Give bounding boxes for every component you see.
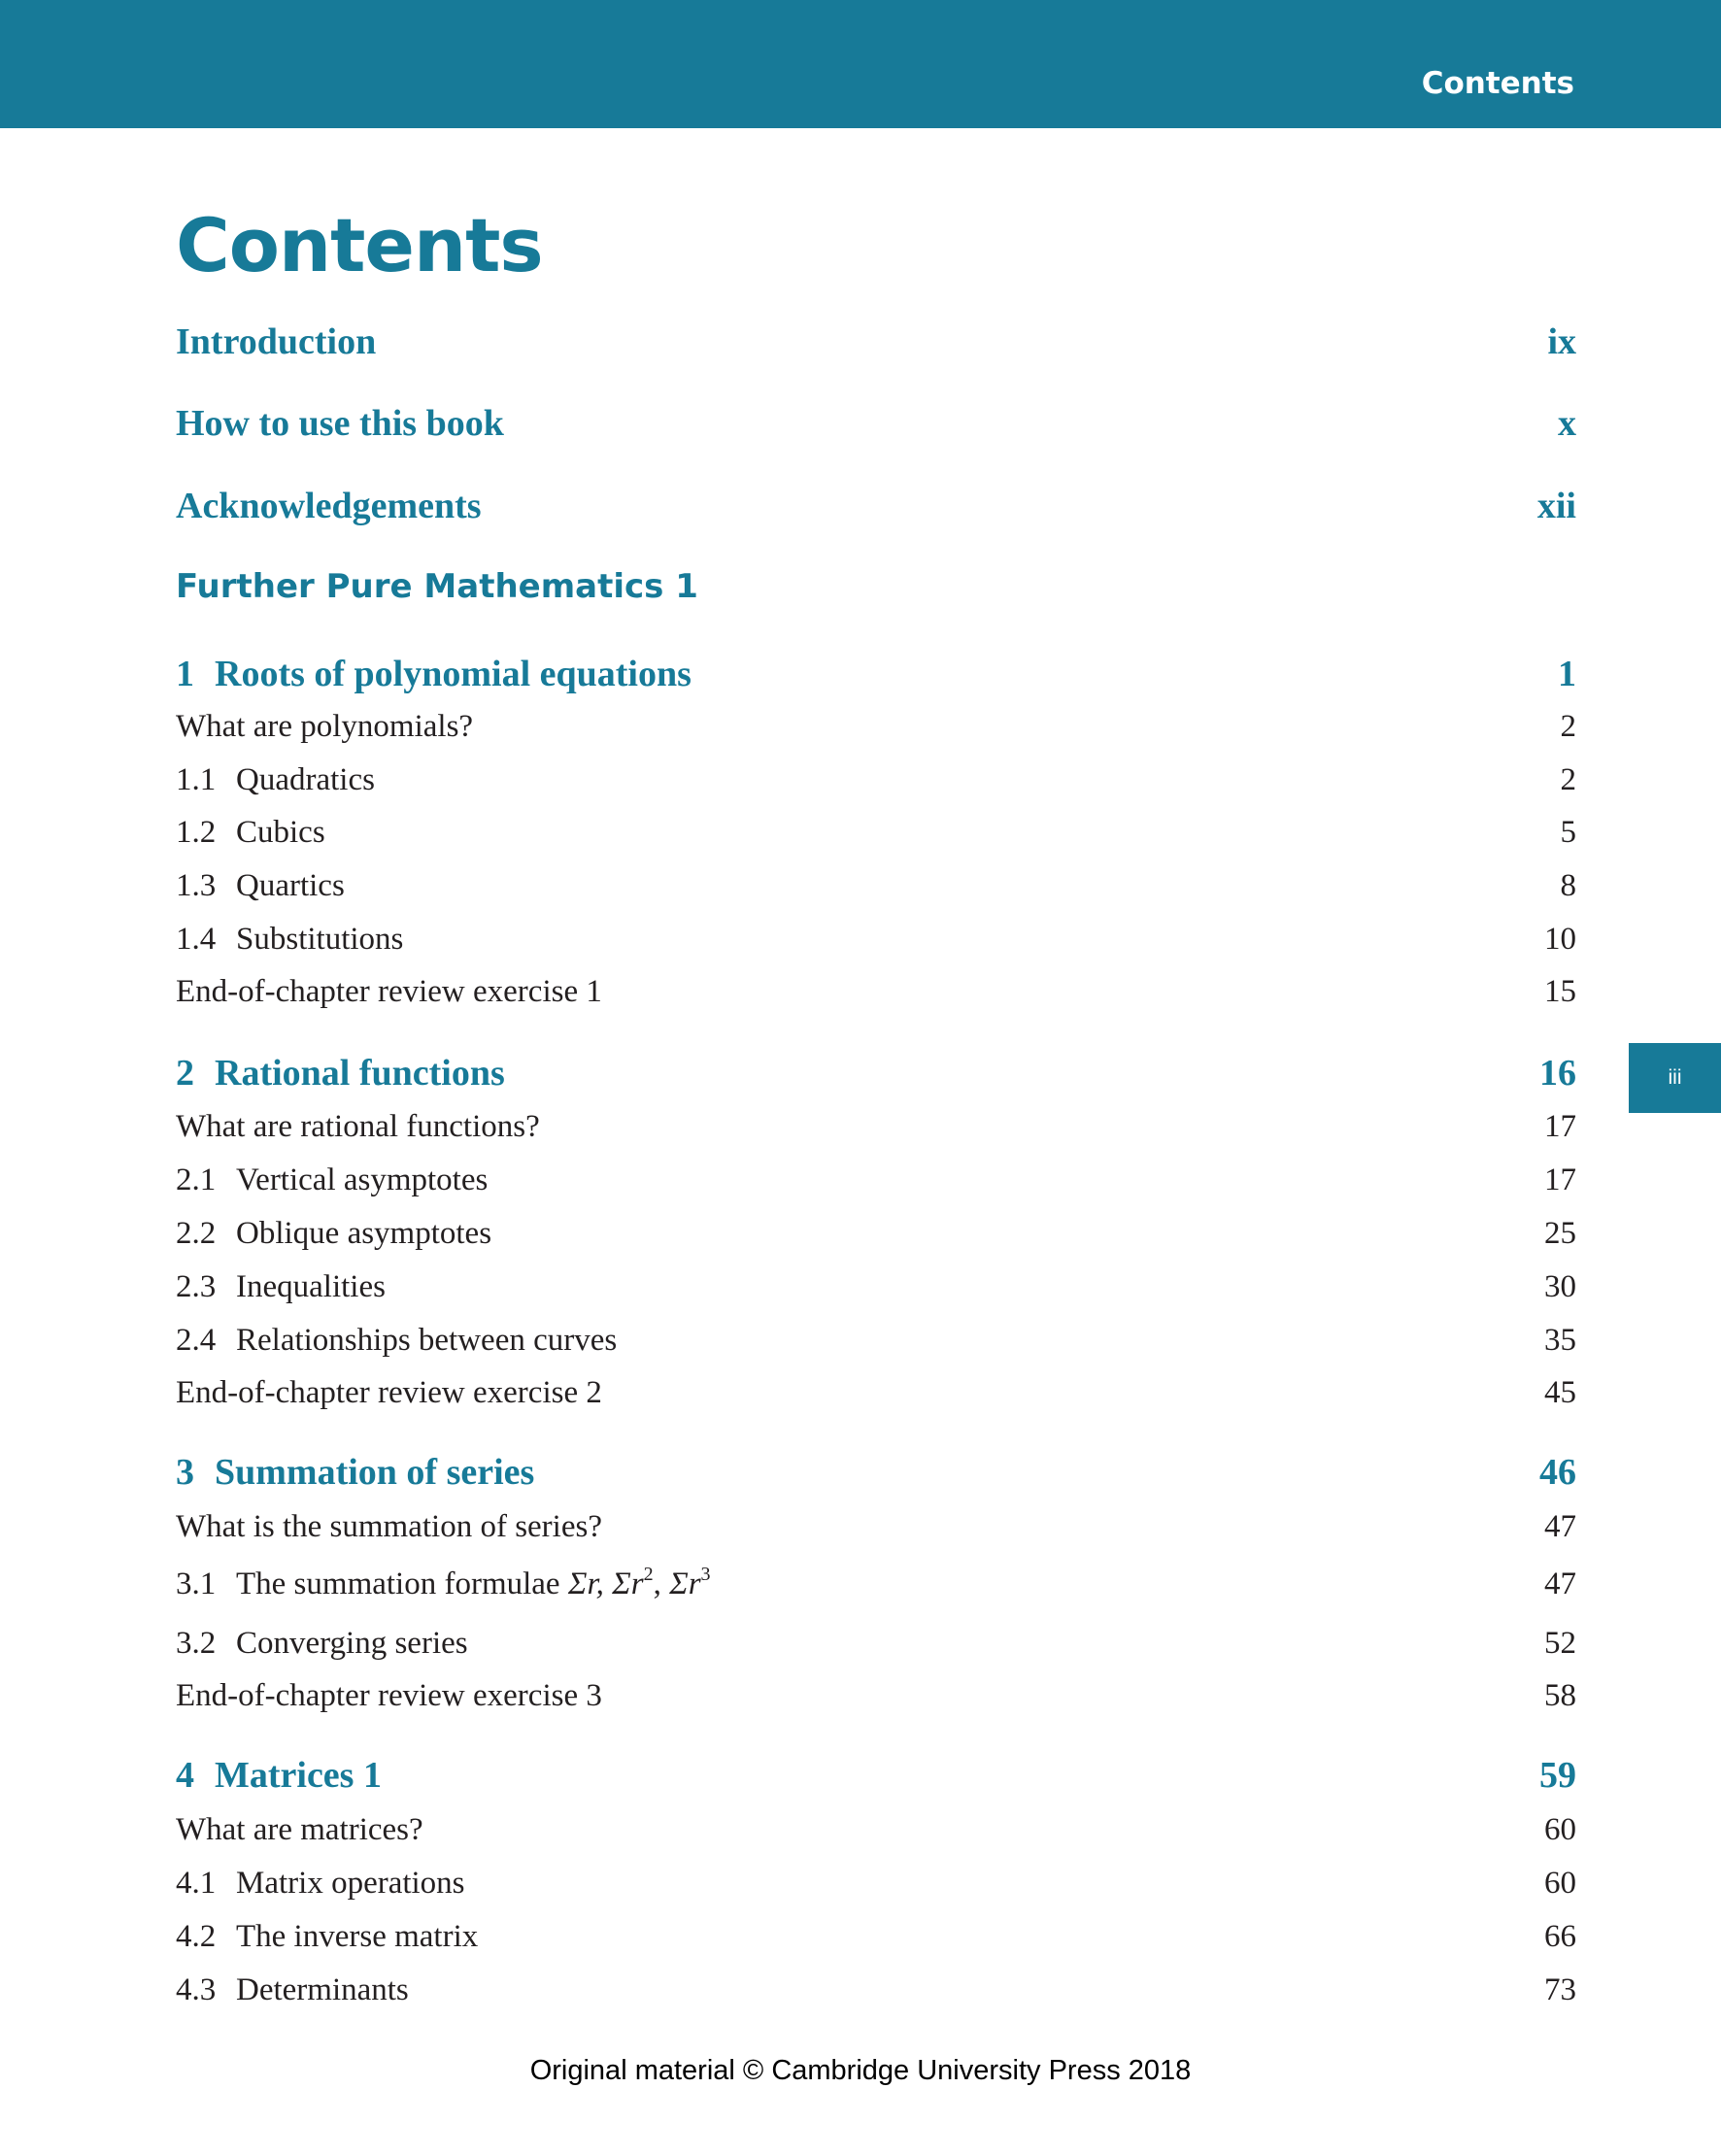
- toc-entry-title: What are polynomials?: [176, 709, 474, 744]
- toc-page-number: 10: [1544, 922, 1576, 957]
- toc-entry[interactable]: [176, 1509, 1576, 1545]
- chapter-number: 2: [176, 1053, 194, 1094]
- toc-entry[interactable]: [176, 1216, 1576, 1252]
- toc-entry-title: What are rational functions?: [176, 1109, 540, 1144]
- toc-entry-title: Matrix operations: [236, 1866, 465, 1901]
- toc-page-number: 60: [1544, 1866, 1576, 1901]
- toc-chapter-2[interactable]: [176, 1052, 1576, 1095]
- toc-entry[interactable]: [176, 1109, 1576, 1145]
- toc-entry-title: Determinants: [236, 1972, 409, 2007]
- toc-entry-title: The summation formulae: [236, 1566, 560, 1601]
- toc-page-number: 5: [1560, 815, 1576, 850]
- section-number: 3.2: [176, 1626, 217, 1661]
- toc-chapter-3[interactable]: [176, 1451, 1576, 1494]
- toc-entry-title: The inverse matrix: [236, 1919, 479, 1954]
- toc-page-number: 8: [1560, 868, 1576, 903]
- toc-entry[interactable]: [176, 1866, 1576, 1902]
- chapter-title: Summation of series: [215, 1452, 535, 1493]
- toc-page-number: 2: [1560, 762, 1576, 797]
- toc-page-number: ix: [1547, 321, 1576, 362]
- toc-entry[interactable]: [176, 868, 1576, 904]
- toc-page-number: x: [1558, 403, 1576, 444]
- toc-page-number: 66: [1544, 1919, 1576, 1954]
- chapter-title: Matrices 1: [215, 1755, 382, 1796]
- toc-entry-title: End-of-chapter review exercise 3: [176, 1678, 602, 1713]
- summation-formula: Σr, $\Sigma r^2$, $\Sigma r^3$: [567, 1564, 711, 1601]
- section-number: 1.4: [176, 922, 217, 957]
- toc-page-number: 59: [1539, 1755, 1576, 1796]
- part-heading: [176, 567, 1576, 606]
- toc-page-number: 16: [1539, 1053, 1576, 1094]
- toc-front-acknowledgements[interactable]: [176, 485, 1576, 527]
- toc-entry-title: Cubics: [236, 815, 325, 850]
- toc-entry[interactable]: [176, 1626, 1576, 1662]
- section-number: 1.2: [176, 815, 217, 850]
- toc-entry-title: Acknowledgements: [176, 486, 482, 526]
- toc-front-how-to-use[interactable]: [176, 402, 1576, 445]
- toc-entry-title: Substitutions: [236, 922, 404, 957]
- chapter-title: Rational functions: [215, 1053, 505, 1094]
- section-number: 4.2: [176, 1919, 217, 1954]
- section-number: 2.1: [176, 1162, 217, 1197]
- toc-page-number: 17: [1544, 1109, 1576, 1144]
- toc-entry-title: Vertical asymptotes: [236, 1162, 489, 1197]
- chapter-number: 4: [176, 1755, 194, 1796]
- toc-chapter-1[interactable]: [176, 653, 1576, 695]
- toc-entry[interactable]: [176, 762, 1576, 798]
- toc-entry[interactable]: [176, 1375, 1576, 1411]
- toc-entry-title: Inequalities: [236, 1269, 386, 1304]
- section-number: 2.2: [176, 1216, 217, 1251]
- toc-entry[interactable]: [176, 1919, 1576, 1955]
- toc-entry[interactable]: [176, 1566, 1576, 1602]
- toc-entry[interactable]: [176, 1972, 1576, 2008]
- section-number: 3.1: [176, 1566, 217, 1601]
- page-title: Contents: [176, 202, 543, 288]
- toc-entry-title: End-of-chapter review exercise 2: [176, 1375, 602, 1410]
- toc-page-number: 1: [1558, 654, 1576, 694]
- toc-page-number: 47: [1544, 1566, 1576, 1601]
- toc-entry[interactable]: [176, 1678, 1576, 1714]
- toc-page-number: 17: [1544, 1162, 1576, 1197]
- toc-entry-title: Quartics: [236, 868, 345, 903]
- toc-chapter-4[interactable]: [176, 1754, 1576, 1797]
- section-number: 4.1: [176, 1866, 217, 1901]
- toc-page-number: 58: [1544, 1678, 1576, 1713]
- toc-entry[interactable]: [176, 1162, 1576, 1198]
- toc-entry[interactable]: [176, 815, 1576, 851]
- running-header-title: Contents: [1421, 66, 1574, 101]
- toc-page-number: 15: [1544, 974, 1576, 1009]
- chapter-title: Roots of polynomial equations: [215, 654, 692, 694]
- toc-entry[interactable]: [176, 974, 1576, 1010]
- toc-page-number: 60: [1544, 1812, 1576, 1847]
- toc-page-number: 47: [1544, 1509, 1576, 1544]
- toc-entry[interactable]: [176, 1812, 1576, 1848]
- part-title: Further Pure Mathematics 1: [176, 567, 698, 606]
- toc-entry-title: What are matrices?: [176, 1812, 423, 1847]
- section-number: 1.1: [176, 762, 217, 797]
- toc-entry[interactable]: [176, 1323, 1576, 1359]
- section-number: 2.3: [176, 1269, 217, 1304]
- chapter-number: 3: [176, 1452, 194, 1493]
- toc-entry[interactable]: [176, 922, 1576, 958]
- toc-entry-title: Introduction: [176, 321, 377, 362]
- toc-page-number: 25: [1544, 1216, 1576, 1251]
- page-number-tab: iii: [1629, 1043, 1721, 1113]
- toc-page-number: 2: [1560, 709, 1576, 744]
- toc-entry-title: End-of-chapter review exercise 1: [176, 974, 602, 1009]
- toc-page-number: 45: [1544, 1375, 1576, 1410]
- toc-entry[interactable]: [176, 1269, 1576, 1305]
- toc-page-number: 52: [1544, 1626, 1576, 1661]
- toc-page-number: 30: [1544, 1269, 1576, 1304]
- toc-front-introduction[interactable]: [176, 320, 1576, 363]
- header-bar: [0, 0, 1721, 128]
- toc-entry-title: Oblique asymptotes: [236, 1216, 492, 1251]
- copyright-footer: Original material © Cambridge University Press 2018: [529, 2055, 1192, 2086]
- toc-page-number: 46: [1539, 1452, 1576, 1493]
- toc-entry[interactable]: [176, 709, 1576, 745]
- toc-entry-title: Converging series: [236, 1626, 468, 1661]
- toc-page-number: xii: [1536, 486, 1576, 526]
- section-number: 2.4: [176, 1323, 217, 1358]
- chapter-number: 1: [176, 654, 194, 694]
- toc-entry-title: What is the summation of series?: [176, 1509, 602, 1544]
- toc-entry-title: Relationships between curves: [236, 1323, 618, 1358]
- toc-entry-title: Quadratics: [236, 762, 375, 797]
- toc-page-number: 73: [1544, 1972, 1576, 2007]
- section-number: 1.3: [176, 868, 217, 903]
- toc-page-number: 35: [1544, 1323, 1576, 1358]
- section-number: 4.3: [176, 1972, 217, 2007]
- toc-entry-title: How to use this book: [176, 403, 504, 444]
